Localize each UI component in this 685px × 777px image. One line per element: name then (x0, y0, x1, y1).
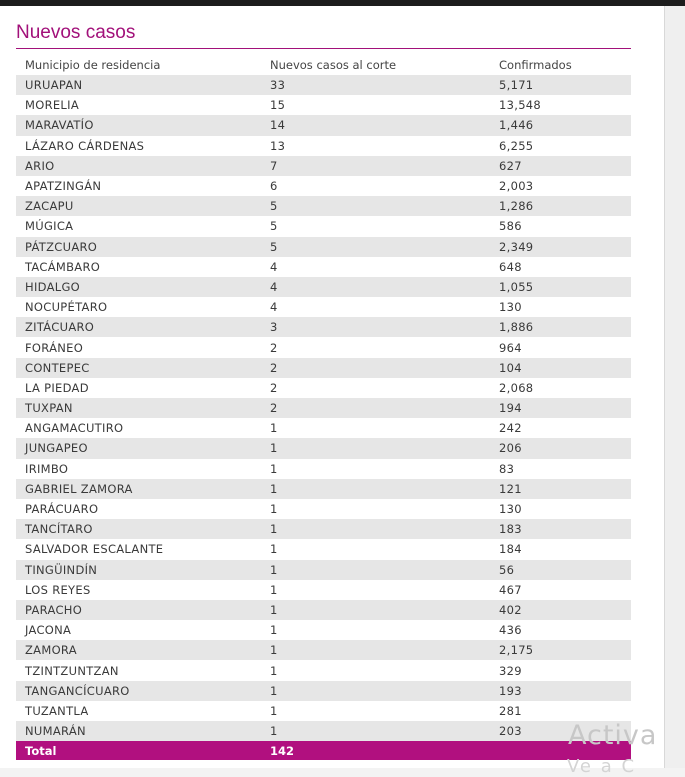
cell-municipio: PÁTZCUARO (16, 237, 261, 257)
cell-confirmados: 56 (490, 560, 631, 580)
table-row (16, 216, 631, 236)
cell-municipio: PARACHO (16, 600, 261, 620)
table-row (16, 237, 631, 257)
cell-municipio: ZITÁCUARO (16, 317, 261, 337)
table-row (16, 660, 631, 680)
cell-municipio: TACÁMBARO (16, 257, 261, 277)
cell-nuevos-casos: 4 (261, 257, 490, 277)
cell-nuevos-casos: 1 (261, 580, 490, 600)
cell-confirmados: 436 (490, 620, 631, 640)
table-row (16, 75, 631, 95)
cell-confirmados: 1,886 (490, 317, 631, 337)
cell-nuevos-casos: 1 (261, 600, 490, 620)
table-row (16, 640, 631, 660)
cell-nuevos-casos: 1 (261, 701, 490, 721)
activation-watermark: Activa (568, 720, 658, 751)
total-value: 142 (261, 741, 490, 760)
table-row (16, 459, 631, 479)
cell-nuevos-casos: 3 (261, 317, 490, 337)
table-row (16, 438, 631, 458)
cell-confirmados: 130 (490, 297, 631, 317)
cell-confirmados: 281 (490, 701, 631, 721)
cell-municipio: NOCUPÉTARO (16, 297, 261, 317)
cell-municipio: NUMARÁN (16, 721, 261, 741)
table-row (16, 156, 631, 176)
cell-nuevos-casos: 33 (261, 75, 490, 95)
cell-confirmados: 13,548 (490, 95, 631, 115)
cell-confirmados: 203 (490, 721, 631, 741)
cell-municipio: APATZINGÁN (16, 176, 261, 196)
cell-confirmados: 193 (490, 681, 631, 701)
cell-nuevos-casos: 2 (261, 358, 490, 378)
cell-municipio: LÁZARO CÁRDENAS (16, 136, 261, 156)
cell-confirmados: 1,446 (490, 115, 631, 135)
table-row (16, 337, 631, 357)
cell-nuevos-casos: 2 (261, 398, 490, 418)
cell-municipio: HIDALGO (16, 277, 261, 297)
cell-confirmados: 402 (490, 600, 631, 620)
table-row (16, 317, 631, 337)
table-row (16, 378, 631, 398)
table-row (16, 620, 631, 640)
cell-confirmados: 194 (490, 398, 631, 418)
table-row (16, 560, 631, 580)
cell-confirmados: 2,349 (490, 237, 631, 257)
table-header-row (16, 55, 631, 75)
cell-municipio: SALVADOR ESCALANTE (16, 539, 261, 559)
cell-confirmados: 1,055 (490, 277, 631, 297)
cell-confirmados: 2,175 (490, 640, 631, 660)
cell-nuevos-casos: 1 (261, 519, 490, 539)
table-row (16, 499, 631, 519)
cell-municipio: ZACAPU (16, 196, 261, 216)
cell-confirmados: 467 (490, 580, 631, 600)
cell-confirmados: 964 (490, 337, 631, 357)
table-row (16, 136, 631, 156)
cell-municipio: TUZANTLA (16, 701, 261, 721)
cell-confirmados: 329 (490, 660, 631, 680)
cell-confirmados: 104 (490, 358, 631, 378)
table-row (16, 115, 631, 135)
cell-municipio: FORÁNEO (16, 337, 261, 357)
cell-municipio: TANCÍTARO (16, 519, 261, 539)
cell-nuevos-casos: 1 (261, 640, 490, 660)
table-row (16, 519, 631, 539)
cell-municipio: TZINTZUNTZAN (16, 660, 261, 680)
cell-confirmados: 183 (490, 519, 631, 539)
cell-nuevos-casos: 1 (261, 660, 490, 680)
cell-municipio: LA PIEDAD (16, 378, 261, 398)
total-row (16, 741, 631, 760)
cell-municipio: ANGAMACUTIRO (16, 418, 261, 438)
cell-nuevos-casos: 2 (261, 378, 490, 398)
table-row (16, 418, 631, 438)
cell-municipio: URUAPAN (16, 75, 261, 95)
cell-confirmados: 1,286 (490, 196, 631, 216)
cell-nuevos-casos: 1 (261, 539, 490, 559)
title-divider (16, 48, 631, 49)
cell-municipio: IRIMBO (16, 459, 261, 479)
cell-nuevos-casos: 1 (261, 459, 490, 479)
cell-confirmados: 5,171 (490, 75, 631, 95)
cell-nuevos-casos: 2 (261, 337, 490, 357)
cell-municipio: TANGANCÍCUARO (16, 681, 261, 701)
cell-confirmados: 130 (490, 499, 631, 519)
cell-municipio: ZAMORA (16, 640, 261, 660)
cell-nuevos-casos: 1 (261, 438, 490, 458)
cell-nuevos-casos: 1 (261, 499, 490, 519)
cell-confirmados: 206 (490, 438, 631, 458)
cell-nuevos-casos: 4 (261, 277, 490, 297)
cell-nuevos-casos: 6 (261, 176, 490, 196)
column-header-nuevos-casos[interactable]: Nuevos casos al corte (261, 55, 490, 75)
cell-confirmados: 184 (490, 539, 631, 559)
page-scrollbar[interactable] (665, 6, 685, 768)
cell-nuevos-casos: 4 (261, 297, 490, 317)
cell-municipio: JUNGAPEO (16, 438, 261, 458)
cell-confirmados: 586 (490, 216, 631, 236)
table-row (16, 277, 631, 297)
table-row (16, 398, 631, 418)
cell-confirmados: 2,003 (490, 176, 631, 196)
table-row (16, 196, 631, 216)
cases-table (16, 55, 631, 760)
cell-nuevos-casos: 1 (261, 418, 490, 438)
cell-confirmados: 242 (490, 418, 631, 438)
table-row (16, 580, 631, 600)
cell-nuevos-casos: 1 (261, 681, 490, 701)
table-row (16, 701, 631, 721)
cell-nuevos-casos: 15 (261, 95, 490, 115)
cell-confirmados: 83 (490, 459, 631, 479)
cell-nuevos-casos: 1 (261, 560, 490, 580)
cell-confirmados: 6,255 (490, 136, 631, 156)
table-row (16, 479, 631, 499)
cell-municipio: MORELIA (16, 95, 261, 115)
cell-confirmados: 121 (490, 479, 631, 499)
cell-confirmados: 627 (490, 156, 631, 176)
total-label: Total (16, 741, 261, 760)
activation-watermark-sub: Ve a C (567, 756, 637, 777)
cell-municipio: MÚGICA (16, 216, 261, 236)
table-row (16, 257, 631, 277)
table-row (16, 176, 631, 196)
cell-nuevos-casos: 1 (261, 721, 490, 741)
cell-nuevos-casos: 7 (261, 156, 490, 176)
cell-nuevos-casos: 5 (261, 216, 490, 236)
cell-confirmados: 2,068 (490, 378, 631, 398)
cell-nuevos-casos: 5 (261, 237, 490, 257)
table-row (16, 297, 631, 317)
cell-municipio: JACONA (16, 620, 261, 640)
cell-municipio: MARAVATÍO (16, 115, 261, 135)
cell-municipio: PARÁCUARO (16, 499, 261, 519)
table-row (16, 358, 631, 378)
cell-nuevos-casos: 5 (261, 196, 490, 216)
section-title: Nuevos casos (16, 22, 136, 43)
cell-municipio: ARIO (16, 156, 261, 176)
table-row (16, 600, 631, 620)
cell-nuevos-casos: 1 (261, 620, 490, 640)
cell-nuevos-casos: 14 (261, 115, 490, 135)
cell-municipio: TINGÜINDÍN (16, 560, 261, 580)
cell-municipio: GABRIEL ZAMORA (16, 479, 261, 499)
cell-municipio: TUXPAN (16, 398, 261, 418)
cell-municipio: CONTEPEC (16, 358, 261, 378)
cell-nuevos-casos: 1 (261, 479, 490, 499)
column-header-confirmados[interactable]: Confirmados (490, 55, 631, 75)
cell-municipio: LOS REYES (16, 580, 261, 600)
table-row (16, 95, 631, 115)
table-row (16, 681, 631, 701)
column-header-municipio[interactable]: Municipio de residencia (16, 55, 261, 75)
cell-confirmados: 648 (490, 257, 631, 277)
cell-nuevos-casos: 13 (261, 136, 490, 156)
table-row (16, 539, 631, 559)
table-row (16, 721, 631, 741)
